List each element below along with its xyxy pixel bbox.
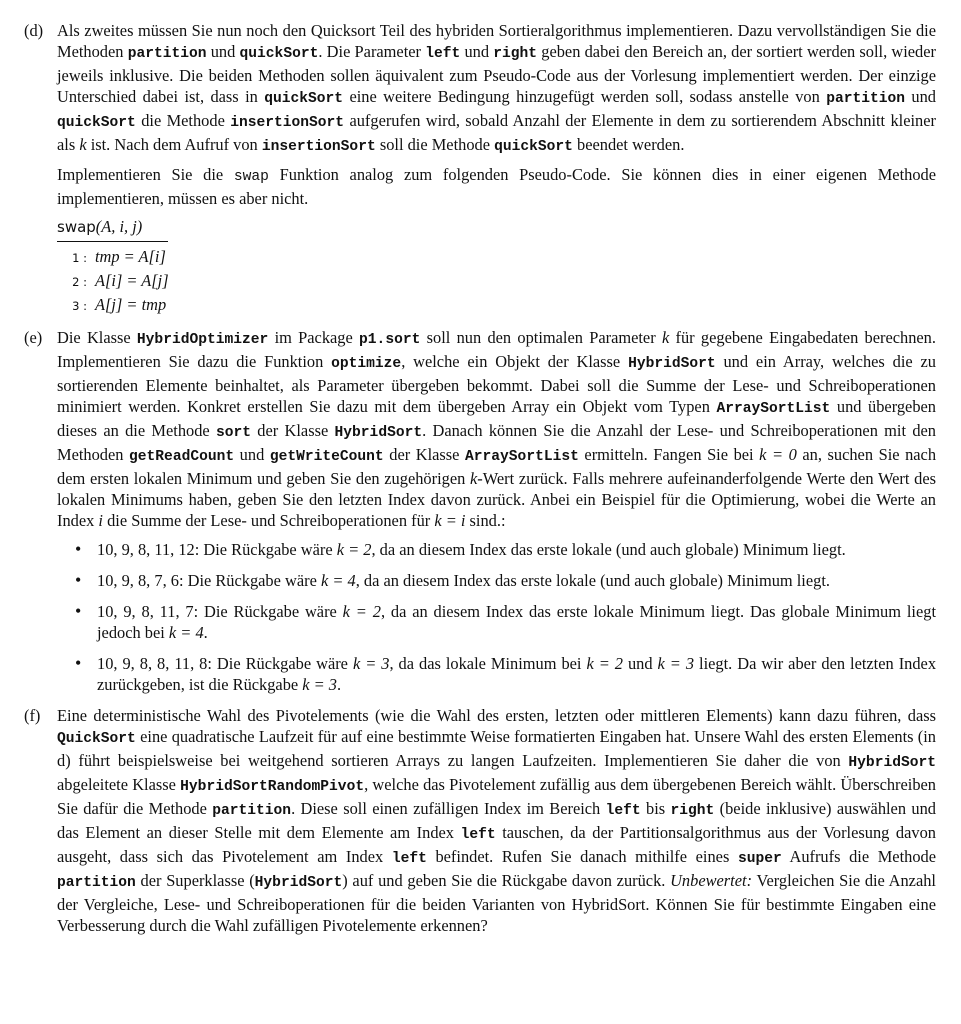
text: der Superklasse ( <box>135 871 255 890</box>
text: und <box>460 42 494 61</box>
line-code: A[i] = A[j] <box>95 271 169 290</box>
math: i <box>98 511 103 530</box>
text: eine weitere Bedingung hinzugefügt werden soll, sodass anstelle von <box>343 87 827 106</box>
line-number: 3 : <box>72 299 87 313</box>
bullet-icon: • <box>75 539 82 559</box>
code: HybridSort <box>628 356 716 372</box>
text: an, suchen Sie nach dem ersten lokalen Minimum und geben Sie den zugehörigen <box>57 445 937 488</box>
code: ArraySortList <box>716 401 831 417</box>
math: k = 3 <box>352 654 390 673</box>
sequence: 10, 9, 8, 7, 6 <box>97 571 179 590</box>
code: partition <box>127 46 207 62</box>
text: eine quadratische Laufzeit für auf eine bestimmte Weise formatierten Eingaben hat. Unsere Wahl des ersten Elements (in d) führt beispielsweise bei weitgehend sortieren Arrays zu langen Laufzeiten. Implementieren Sie daher die von <box>57 727 936 770</box>
text: Implementieren Sie die <box>57 165 234 184</box>
code: optimize <box>331 356 402 372</box>
exercise-page <box>24 20 936 936</box>
task-e <box>24 327 936 695</box>
list-item <box>57 570 936 591</box>
code: quickSort <box>239 46 319 62</box>
task-d-paragraph-2 <box>57 164 936 209</box>
pseudocode-lines <box>57 245 936 317</box>
code: quickSort <box>264 91 344 107</box>
list-item <box>57 601 936 643</box>
text: befindet. Rufen Sie danach mithilfe eines <box>426 847 738 866</box>
bullet-icon: • <box>75 653 82 673</box>
text: die Summe der Lese- und Schreiboperationen für <box>102 511 435 530</box>
text: und <box>622 654 658 673</box>
text: liegt. Da wir aber den letzten Index zurückgeben, ist die Rückgabe <box>97 654 937 694</box>
text: Die Klasse <box>57 328 137 347</box>
bullet-icon: • <box>75 601 82 621</box>
task-e-paragraph <box>57 327 936 531</box>
code: HybridSort <box>848 755 936 771</box>
text: abgeleitete Klasse <box>57 775 181 794</box>
code: left <box>391 851 427 867</box>
text: beendet werden. <box>572 135 685 154</box>
code: super <box>737 851 782 867</box>
text: für gegebene Eingabedaten berechnen. Implementieren Sie dazu die Funktion <box>57 328 936 371</box>
text: sind.: <box>465 511 506 530</box>
text: tauschen, da der Partitionsalgorithmus aus der Vorlesung davon ausgeht, dass sich das Pivotelement am Index <box>57 823 936 866</box>
bullet-icon: • <box>75 570 82 590</box>
text: . Diese soll einen zufälligen Index im Bereich <box>291 799 606 818</box>
math: k = 2 <box>336 540 372 559</box>
text: und <box>234 445 270 464</box>
line-number: 2 : <box>72 275 87 289</box>
code: getReadCount <box>129 449 235 465</box>
text: der Klasse <box>383 445 466 464</box>
math: k = 3 <box>302 675 338 694</box>
math: k = 4 <box>320 571 356 590</box>
task-d-paragraph-1 <box>57 20 936 158</box>
text: und <box>206 42 240 61</box>
text: -Wert zurück. Falls mehrere aufeinanderfolgende Werte den Wert des lokalen Minimums haben, geben Sie den letzten Index davon zurück. Anbei ein Beispiel für die Optimierung, wobei die Werte an Index <box>57 469 937 530</box>
code: partition <box>57 875 136 891</box>
math: k = 3 <box>657 654 695 673</box>
text: , da an diesem Index das erste lokale (und auch globale) Minimum liegt. <box>355 571 830 590</box>
math: k = 2 <box>342 602 381 621</box>
task-d <box>24 20 936 317</box>
task-f-label: (f) <box>24 706 41 725</box>
text: und übergeben dieses an die Methode <box>57 397 936 440</box>
emphasis: Unbewertet: <box>670 871 753 890</box>
function-args: (A, i, j) <box>95 217 143 236</box>
code: quickSort <box>57 115 136 131</box>
task-f <box>24 705 936 936</box>
task-d-label: (d) <box>24 21 44 40</box>
math: k = 2 <box>586 654 623 673</box>
pseudocode-line <box>57 245 936 269</box>
text: . <box>337 675 342 694</box>
code: p1.sort <box>359 332 421 348</box>
math: k <box>79 135 87 154</box>
text: aufgerufen wird, sobald Anzahl der Elemente in dem zu sortierendem Abschnitt kleiner als <box>57 111 936 154</box>
text: : Die Rückgabe wäre <box>193 602 343 621</box>
text: und <box>905 87 936 106</box>
sequence: 10, 9, 8, 11, 7 <box>97 602 194 621</box>
text: soll die Methode <box>375 135 495 154</box>
text: soll nun den optimalen Parameter <box>420 328 662 347</box>
text: (beide inklusive) auswählen und das Element an dieser Stelle mit dem Elemente am Index <box>57 799 936 842</box>
code: swap <box>233 169 269 185</box>
text: Eine deterministische Wahl des Pivotelements (wie die Wahl des ersten, letzten oder mittleren Elements) kann dazu führen, dass <box>57 706 936 725</box>
text: . Die Parameter <box>318 42 426 61</box>
code: left <box>425 46 461 62</box>
pseudocode-line <box>57 269 936 293</box>
code: QuickSort <box>57 731 136 747</box>
text: im Package <box>268 328 360 347</box>
text: Aufrufs die Methode <box>781 847 936 866</box>
text: : Die Rückgabe wäre <box>178 571 321 590</box>
text: , da an diesem Index das erste lokale Minimum liegt. Das globale Minimum liegt jedoch bei <box>97 602 937 642</box>
sequence: 10, 9, 8, 11, 12 <box>97 540 195 559</box>
list-item <box>57 539 936 560</box>
pseudocode-header <box>57 216 168 242</box>
text: , welche das Pivotelement zufällig aus dem übergebenen Bereich wählt. Überschreiben Sie dafür die Methode <box>57 775 936 818</box>
code: right <box>493 46 538 62</box>
text: die Methode <box>135 111 231 130</box>
code: insertionSort <box>230 115 345 131</box>
code: partition <box>212 803 292 819</box>
code: sort <box>215 425 252 441</box>
math: k = 4 <box>168 623 204 642</box>
text: : Die Rückgabe wäre <box>194 540 337 559</box>
code: HybridSort <box>334 425 423 441</box>
code: right <box>670 803 715 819</box>
sequence: 10, 9, 8, 8, 11, 8 <box>97 654 208 673</box>
text: Vergleichen Sie die Anzahl der Vergleiche, Lese- und Schreiboperationen für die beiden Varianten von HybridSort. Können Sie für bestimmte Eingaben eine Verbesserung durch die Wahl zufälligen Pivotelemente erkennen? <box>57 871 936 935</box>
code: left <box>460 827 496 843</box>
text: Als zweites müssen Sie nun noch den Quicksort Teil des hybriden Sortieralgorithmus implementieren. Dazu vervollständigen Sie die Methoden <box>57 21 936 61</box>
text: ermitteln. Fangen Sie bei <box>578 445 760 464</box>
task-f-paragraph <box>57 705 936 936</box>
text: geben dabei den Bereich an, der sortiert werden soll, wieder jeweils inklusive. Die beiden Methoden sollen äquivalent zum Pseudo-Code aus der Vorlesung implementiert werden. Der einzige Unterschied dabei ist, dass in <box>57 42 936 106</box>
line-code: tmp = A[i] <box>95 247 166 266</box>
line-code: A[j] = tmp <box>95 295 167 314</box>
task-e-label: (e) <box>24 328 43 347</box>
text: : Die Rückgabe wäre <box>207 654 353 673</box>
code: ArraySortList <box>465 449 579 465</box>
example-list <box>57 539 936 695</box>
text: und ein Array, welches die zu sortierenden Elemente beinhaltet, als Parameter übergeben bekommt. Dabei soll die Summe der Lese- und Schreiboperationen minimiert werden. Konkret erstellen Sie dazu mit dem übergeben Array ein Objekt vom Typen <box>57 352 936 416</box>
code: partition <box>826 91 906 107</box>
code: insertionSort <box>261 139 376 155</box>
text: bis <box>640 799 671 818</box>
code: left <box>605 803 641 819</box>
math: k <box>661 328 670 347</box>
math: k = i <box>434 511 466 530</box>
swap-pseudocode <box>57 216 936 317</box>
line-number: 1 : <box>72 251 87 265</box>
code: quickSort <box>494 139 573 155</box>
pseudocode-line <box>57 293 936 317</box>
text: . Danach können Sie die Anzahl der Lese- und Schreiboperationen mit den Methoden <box>57 421 936 464</box>
list-item <box>57 653 936 695</box>
text: . <box>203 623 208 642</box>
math: k = 0 <box>759 445 797 464</box>
code: getWriteCount <box>269 449 384 465</box>
text: ist. Nach dem Aufruf von <box>86 135 262 154</box>
function-name: swap <box>57 218 96 236</box>
math: k <box>470 469 478 488</box>
text: , da das lokale Minimum bei <box>389 654 587 673</box>
text: ) auf und geben Sie die Rückgabe davon zurück. <box>342 871 671 890</box>
text: , da an diesem Index das erste lokale (und auch globale) Minimum liegt. <box>371 540 846 559</box>
code: HybridOptimizer <box>136 332 269 348</box>
code: HybridSortRandomPivot <box>180 779 365 795</box>
text: Funktion analog zum folgenden Pseudo-Code. Sie können dies in einer eigenen Methode implementieren, müssen es aber nicht. <box>57 165 936 208</box>
code: HybridSort <box>254 875 343 891</box>
text: der Klasse <box>251 421 335 440</box>
text: , welche ein Objekt der Klasse <box>401 352 629 371</box>
